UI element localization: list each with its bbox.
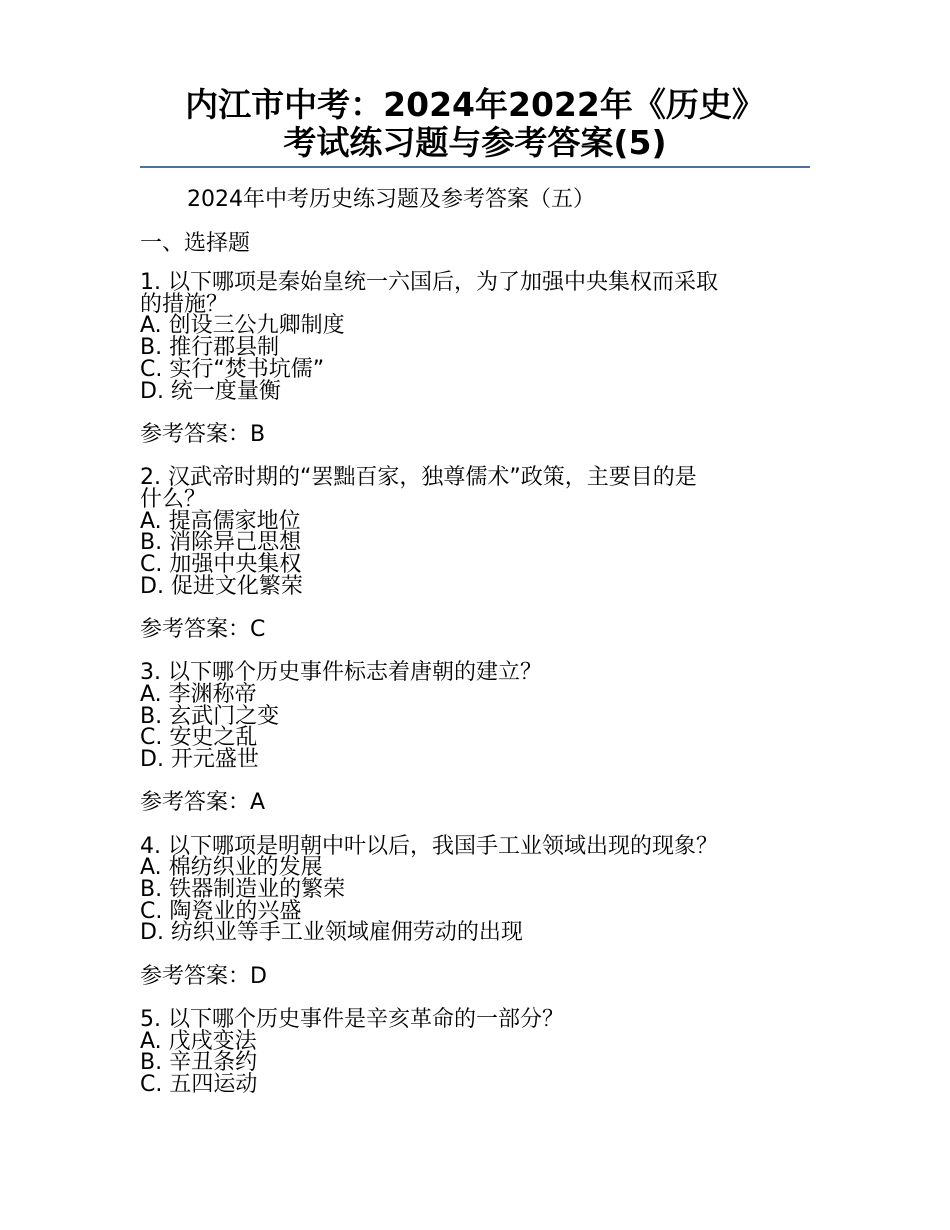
answer-option: B. 玄武门之变 xyxy=(140,703,280,729)
question-text: 什么？ xyxy=(140,486,207,512)
answer-option: D. 开元盛世 xyxy=(140,747,259,773)
question-text: 2. 汉武帝时期的“罢黜百家，独尊儒术”政策，主要目的是 xyxy=(140,465,697,491)
answer-option: B. 消除异己思想 xyxy=(140,530,302,556)
answer-option: D. 统一度量衡 xyxy=(140,378,281,404)
answer-option: A. 创设三公九卿制度 xyxy=(140,313,345,339)
answer-option: A. 棉纺织业的发展 xyxy=(140,855,323,881)
answer-option: A. 李渊称帝 xyxy=(140,681,257,707)
title-divider xyxy=(140,166,810,168)
question-text: 1. 以下哪项是秦始皇统一六国后，为了加强中央集权而采取 xyxy=(140,270,718,295)
question-text: 3. 以下哪个历史事件标志着唐朝的建立？ xyxy=(140,660,542,686)
answer-option: D. 纺织业等手工业领域雇佣劳动的出现 xyxy=(140,920,523,946)
question xyxy=(140,1009,800,1096)
answer-option: B. 辛丑条约 xyxy=(140,1050,258,1076)
document-title-line-2: 考试练习题与参考答案(5) xyxy=(283,123,667,162)
question xyxy=(140,467,800,597)
answer-option: B. 铁器制造业的繁荣 xyxy=(140,877,346,903)
answer-option: A. 戊戌变法 xyxy=(140,1028,257,1054)
question-text: 5. 以下哪个历史事件是辛亥革命的一部分？ xyxy=(140,1007,564,1033)
question xyxy=(140,272,800,402)
question-text: 的措施？ xyxy=(140,291,229,317)
answer-option: C. 安史之乱 xyxy=(140,725,258,751)
reference-answer: 参考答案：B xyxy=(140,421,266,447)
reference-answer: 参考答案：D xyxy=(140,963,267,989)
question xyxy=(140,662,800,771)
question xyxy=(140,833,800,946)
answer-option: C. 实行“焚书坑儒” xyxy=(140,356,325,382)
reference-answer: 参考答案：C xyxy=(140,616,266,642)
answer-option: C. 五四运动 xyxy=(140,1072,258,1098)
answer-option: B. 推行郡县制 xyxy=(140,335,280,361)
question-text: 4. 以下哪项是明朝中叶以后，我国手工业领域出现的现象？ xyxy=(140,833,718,859)
section-heading: 一、选择题 xyxy=(140,231,251,256)
document-subtitle: 2024年中考历史练习题及参考答案（五） xyxy=(187,187,595,212)
answer-option: A. 提高儒家地位 xyxy=(140,508,301,534)
document-title-line-1: 内江市中考：2024年2022年《历史》 xyxy=(185,85,765,124)
answer-option: C. 加强中央集权 xyxy=(140,551,302,577)
answer-option: C. 陶瓷业的兴盛 xyxy=(140,898,302,924)
question-list xyxy=(140,272,800,1096)
answer-option: D. 促进文化繁荣 xyxy=(140,573,303,599)
reference-answer: 参考答案：A xyxy=(140,790,266,816)
